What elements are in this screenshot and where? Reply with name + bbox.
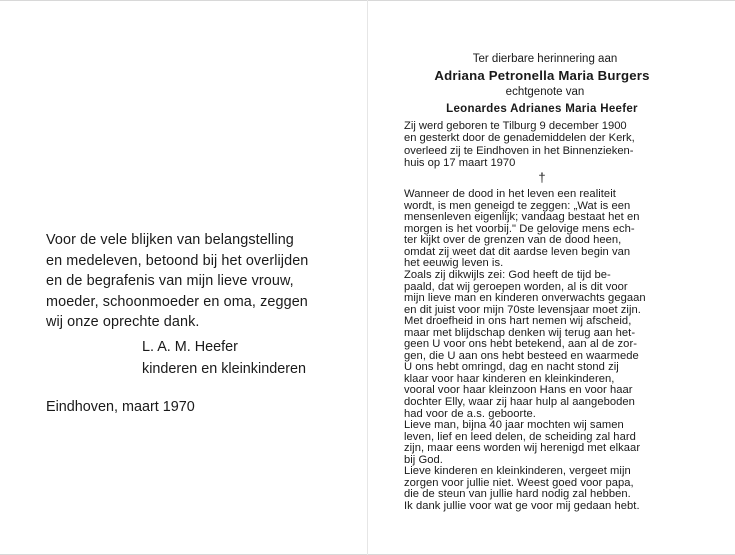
thanks-line: Voor de vele blijken van belangstelling [46,232,294,248]
bio-line: huis op 17 maart 1970 [404,156,516,169]
biography [404,120,680,169]
place-date: Eindhoven, maart 1970 [46,398,195,415]
body-line: Lieve man, bijna 40 jaar mochten wij samen [404,419,624,432]
body-line: vooral voor haar kleinzoon Hans en voor haar [404,384,633,397]
bio-line: en gesterkt door de genademiddelen der Kerk, [404,132,635,145]
body-line: had voor de a.s. geboorte. [404,407,536,420]
signature-block [142,336,346,380]
body-line: morgen is het voorbij." De gelovige mens ech- [404,222,635,235]
body-line: het eeuwig leven is. [404,257,504,270]
body-line: U ons hebt omringd, dag en nacht stond zij [404,361,619,374]
thanks-line: en de begrafenis van mijn lieve vrouw, [46,273,294,289]
memorial-text [404,189,680,512]
body-line: paald, dat wij geroepen worden, al is dit voor [404,280,628,293]
remembrance-page [404,52,680,513]
bio-line: overleed zij te Eindhoven in het Binnenzieken- [404,144,634,157]
remembrance-header [404,52,680,119]
thanks-line: wij onze oprechte dank. [46,314,200,330]
body-line: Lieve kinderen en kleinkinderen, vergeet mijn [404,465,631,478]
body-line: wordt, is men geneigd te zeggen: „Wat is een [404,199,631,212]
body-line: maar met blijdschap denken wij terug aan het- [404,326,636,339]
acknowledgement-page [46,230,346,417]
body-line: mensenleven eigenlijk; vandaag bestaat het en [404,211,640,224]
cross-icon: † [538,170,546,186]
thanks-message [46,230,346,333]
relation-line: echtgenote van [505,86,585,98]
intro-line: Ter dierbare herinnering aan [472,53,618,65]
signature-name: L. A. M. Heefer [142,338,238,355]
body-line: bij God. [404,453,443,466]
thanks-line: en medeleven, betoond bij het overlijden [46,252,309,269]
body-line: zijn, maar eens worden wij herenigd met elkaar [404,442,641,455]
body-line: Met droefheid in ons hart nemen wij afscheid, [404,315,632,328]
body-line: gen, die U aan ons hebt besteed en waarmede [404,349,639,362]
body-line: zorgen voor jullie niet. Weest goed voor papa, [404,476,634,489]
body-line: klaar voor haar kinderen en kleinkinderen, [404,372,615,385]
body-line: Zoals zij dikwijls zei: God heeft de tijd be- [404,269,611,282]
fold-line [367,0,368,555]
body-line: omdat zij weet dat dit aardse leven begin van [404,245,631,258]
spouse-name: Leonardes Adrianes Maria Heefer [446,103,638,115]
bio-line: Zij werd geboren te Tilburg 9 december 1900 [404,120,627,132]
body-line: dochter Elly, waar zij haar hulp al aangeboden [404,396,635,409]
thanks-line: moeder, schoonmoeder en oma, zeggen [46,293,308,310]
body-line: die de steun van jullie hard nodig zal hebben. [404,488,631,501]
deceased-name: Adriana Petronella Maria Burgers [434,68,650,83]
body-line: en dit juist voor mijn 70ste levensjaar moet zijn. [404,303,641,316]
body-line: ter kijkt over de grenzen van de dood heen, [404,234,622,247]
body-line: leven, lief en leed delen, de scheiding zal hard [404,430,636,443]
body-line: Wanneer de dood in het leven een realiteit [404,188,616,201]
body-line: mijn lieve man en kinderen onverwachts gegaan [404,292,646,305]
body-line: Ik dank jullie voor wat ge voor mij gedaan hebt. [404,499,640,512]
body-line: geen U voor ons hebt betekend, aan al de zor- [404,338,637,351]
signature-family: kinderen en kleinkinderen [142,360,307,377]
